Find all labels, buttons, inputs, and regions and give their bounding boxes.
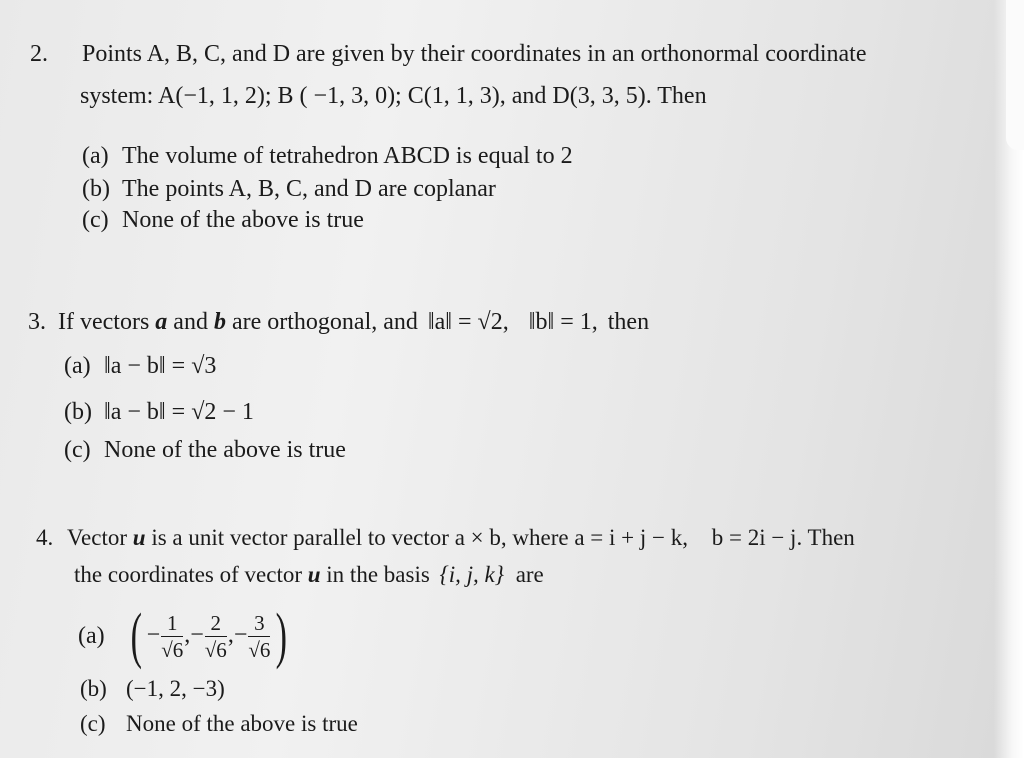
q2-number: 2. (30, 41, 48, 67)
fraction-2 (205, 612, 227, 661)
q4-basis: {i, j, k} (439, 562, 504, 587)
q3-then: then (607, 309, 650, 335)
numerator-2: 2 (205, 612, 227, 637)
q2-option-b-label: (b) (82, 176, 110, 202)
q4-option-c (80, 710, 358, 738)
q3-pre: If vectors (58, 309, 150, 335)
q4-vector-u: u (132, 525, 146, 550)
q4-line2-post: are (515, 562, 544, 587)
fraction-1 (161, 612, 183, 661)
q2-text-line1: Points A, B, C, and D are given by their coordinates in an orthonormal coordinate (82, 41, 867, 67)
q3-option-c (64, 436, 346, 464)
q3-option-a-label: (a) (64, 353, 91, 379)
q3-option-a (64, 352, 216, 380)
fraction-3 (248, 612, 270, 661)
numerator-1: 1 (161, 612, 183, 637)
q3-number: 3. (28, 309, 46, 335)
q2-option-c-text: None of the above is true (122, 207, 364, 233)
q3-mid: are orthogonal, and (231, 309, 418, 335)
q4-line2-mid: in the basis (326, 562, 430, 587)
q4-option-c-label: (c) (80, 711, 106, 736)
q4-option-a: (a) ( − $\frac{1}{√6}$ ,− $\frac{2}{√6}$ ,− $\frac{3}{√6}$ ) (78, 602, 288, 671)
q3-option-b (64, 398, 254, 426)
q2-option-b (82, 175, 496, 203)
q4-option-a-label: (a) (78, 623, 105, 650)
q3-line1 (28, 308, 649, 336)
q3-option-a-text: ‖a − b‖ = √3 (104, 353, 217, 379)
q4-line2-vector-u: u (307, 562, 321, 587)
q4-then: . Then (796, 525, 855, 550)
q2-text-line2: system: A(−1, 1, 2); B ( −1, 3, 0); C(1, 1, 3), and D(3, 3, 5). Then (80, 83, 707, 109)
q2-line1 (30, 40, 867, 68)
q2-option-a (82, 142, 573, 170)
q4-line2 (74, 561, 544, 589)
q4-a-def: a = i + j − k, (574, 525, 688, 550)
q4-where: where (512, 525, 569, 550)
q3-vector-a: a (155, 309, 168, 335)
q4-mid: is a unit vector parallel to vector (151, 525, 449, 550)
left-paren: ( (130, 602, 143, 671)
q3-option-c-text: None of the above is true (104, 437, 346, 463)
q2-option-c (82, 206, 364, 234)
q3-and: and (173, 309, 208, 335)
page-edge-highlight (1006, 0, 1024, 150)
q3-option-b-text: ‖a − b‖ = √2 − 1 (104, 399, 254, 425)
denominator-2: √6 (204, 637, 227, 662)
q3-cond-a: ‖a‖ = √2, (427, 309, 509, 335)
q2-option-c-label: (c) (82, 207, 109, 233)
q4-option-c-text: None of the above is true (126, 711, 358, 736)
q3-option-c-label: (c) (64, 437, 91, 463)
q4-line1 (36, 524, 855, 552)
q4-option-b-text: (−1, 2, −3) (126, 676, 225, 701)
q2-option-a-text: The volume of tetrahedron ABCD is equal to 2 (122, 143, 573, 169)
q4-option-b (80, 675, 225, 703)
q4-line2-pre: the coordinates of vector (74, 562, 302, 587)
q4-cross: a × b, (454, 525, 507, 550)
q4-b-def: b = 2i − j (711, 525, 797, 550)
q3-vector-b: b (213, 309, 226, 335)
denominator-3: √6 (248, 637, 271, 662)
q4-option-b-label: (b) (80, 676, 107, 701)
numerator-3: 3 (248, 612, 270, 637)
q4-pre: Vector (67, 525, 128, 550)
q3-option-b-label: (b) (64, 399, 92, 425)
q3-cond-b: ‖b‖ = 1, (528, 309, 598, 335)
q4-number: 4. (36, 525, 54, 550)
q2-option-a-label: (a) (82, 143, 109, 169)
q2-option-b-text: The points A, B, C, and D are coplanar (122, 176, 496, 202)
right-paren: ) (276, 602, 288, 671)
denominator-1: √6 (161, 637, 184, 662)
